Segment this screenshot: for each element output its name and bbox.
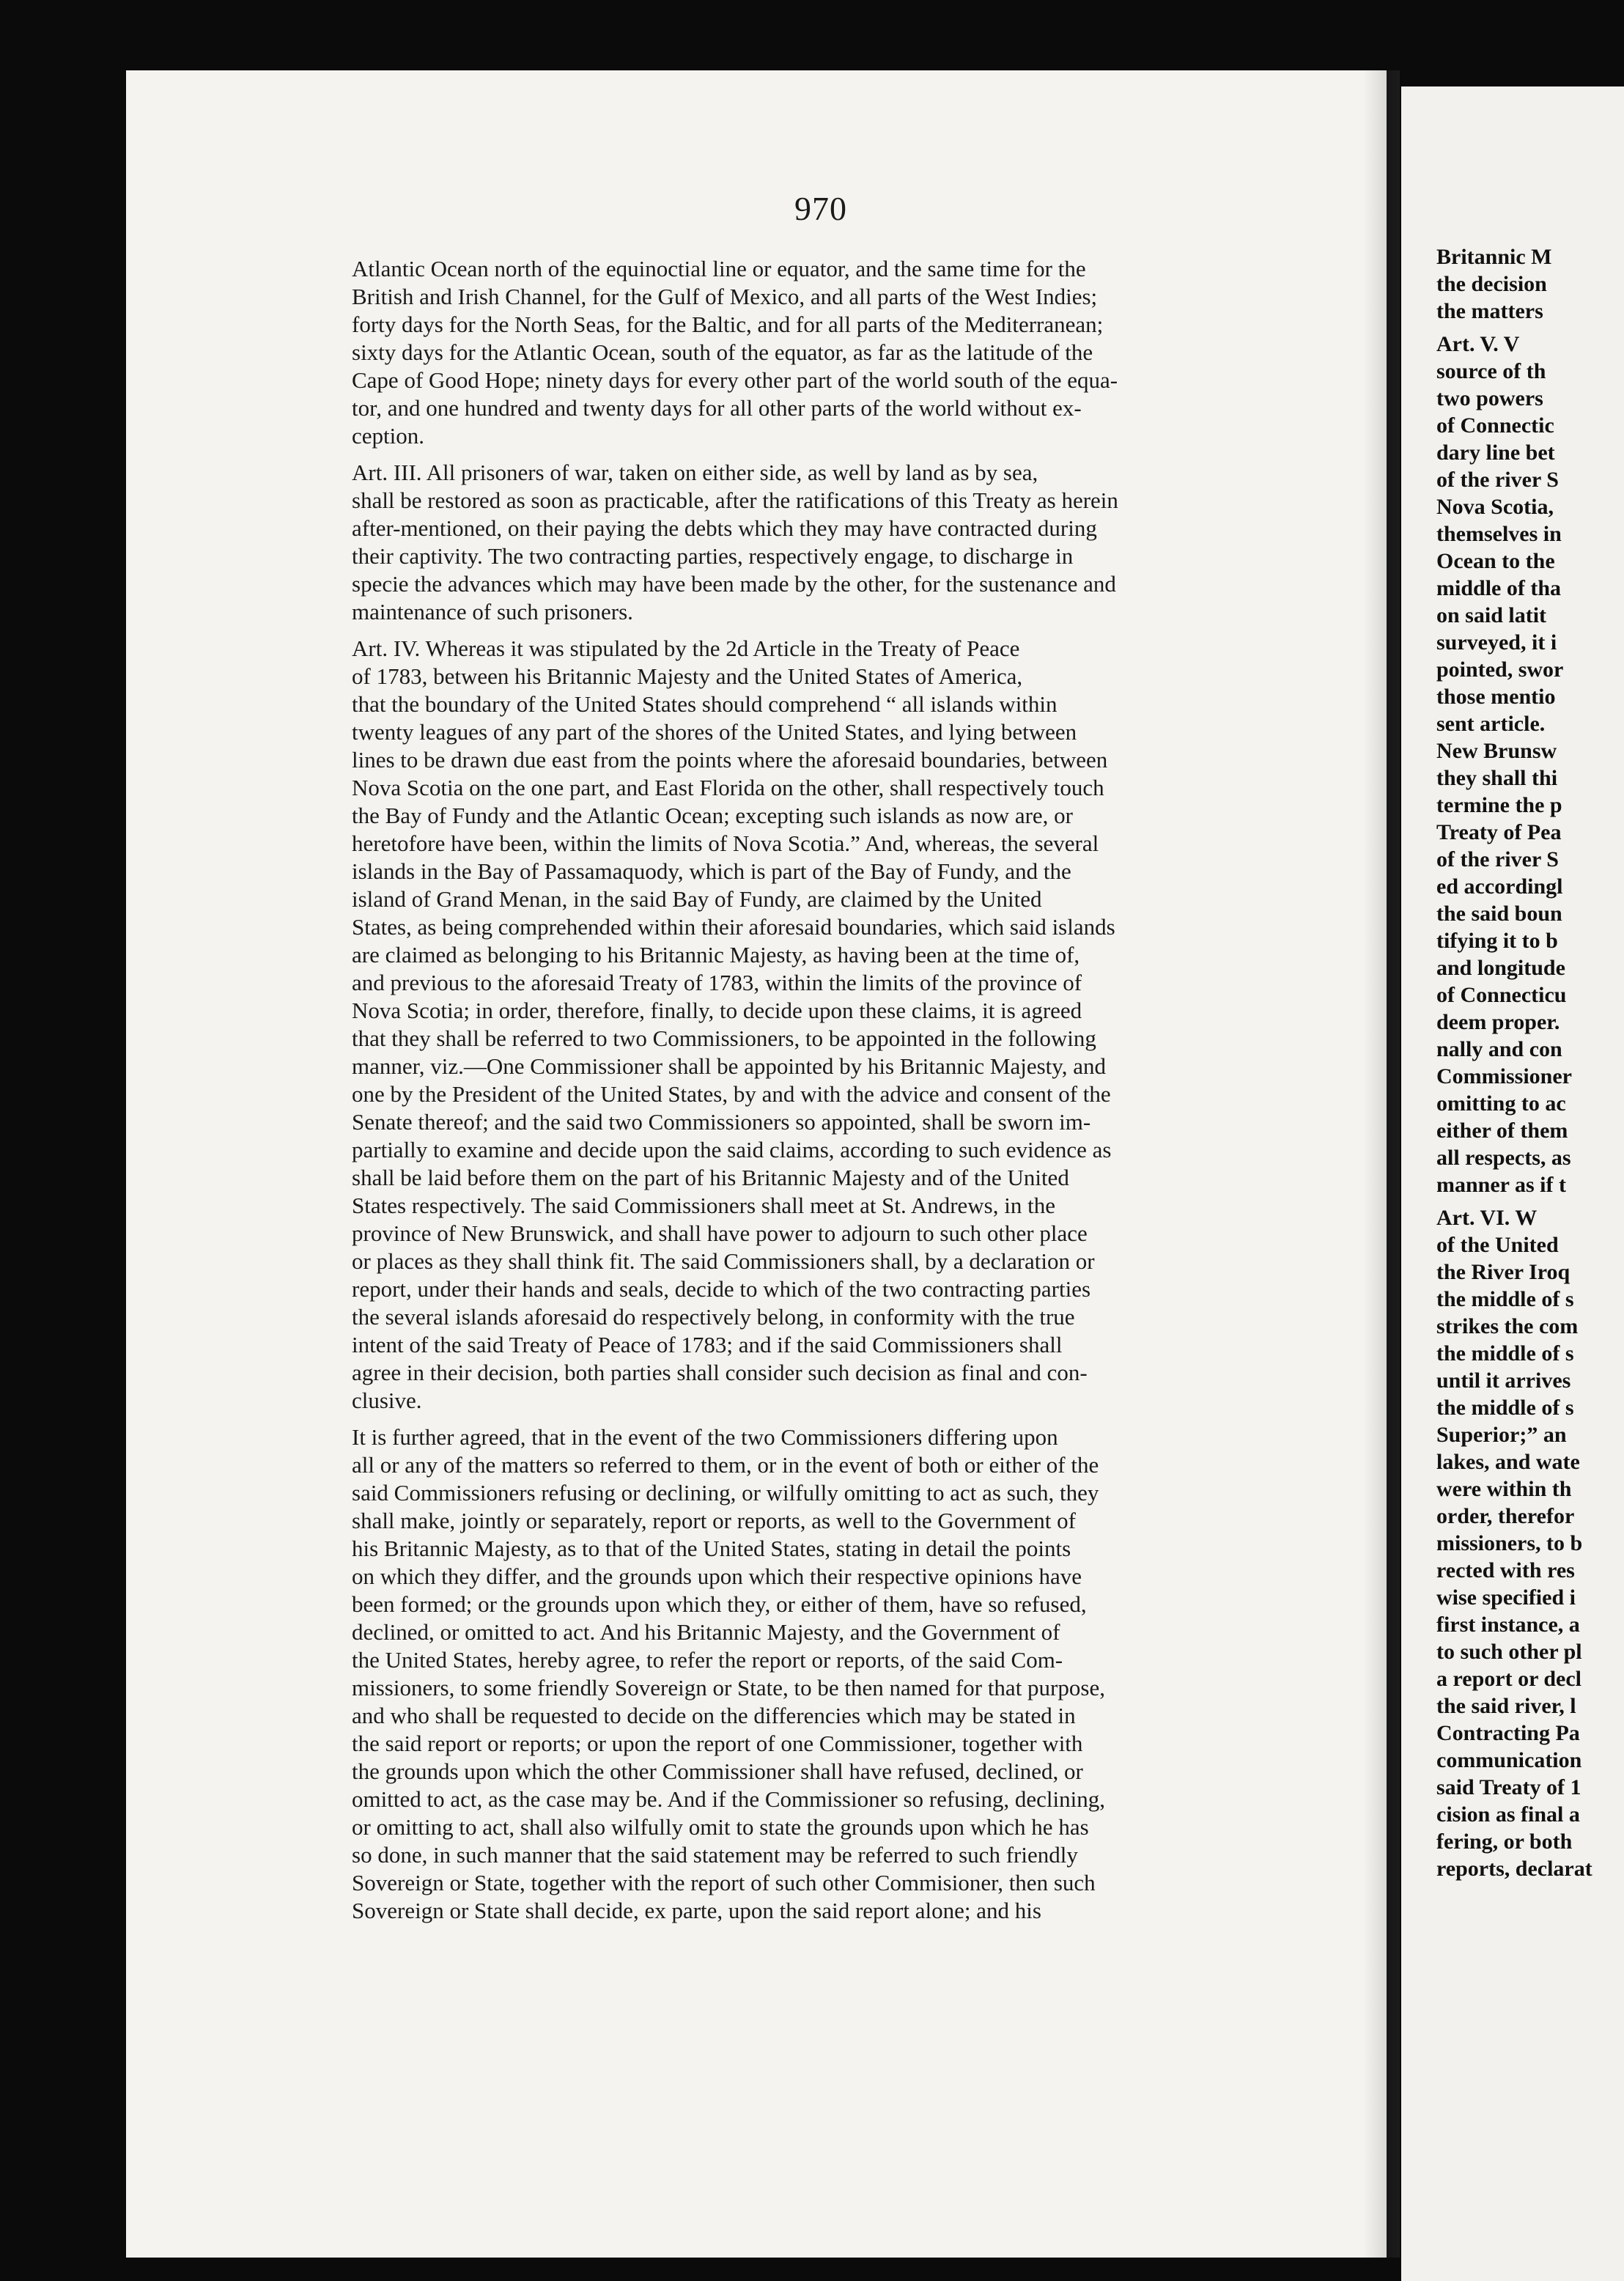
text-line: Nova Scotia on the one part, and East Florida on the other, shall respectively touch xyxy=(352,775,1104,800)
text-line: and who shall be requested to decide on the differencies which may be stated in xyxy=(352,1703,1076,1728)
right-text-line: fering, or both xyxy=(1436,1829,1573,1854)
right-text-line: dary line bet xyxy=(1436,441,1555,465)
right-text-line: wise specified i xyxy=(1436,1585,1576,1610)
right-text-line: Britannic M xyxy=(1436,245,1552,269)
text-line: forty days for the North Seas, for the Baltic, and for all parts of the Mediterranean; xyxy=(352,312,1104,337)
right-text-line: a report or decl xyxy=(1436,1667,1582,1691)
text-line: shall make, jointly or separately, report or reports, as well to the Government of xyxy=(352,1508,1076,1533)
text-line: Senate thereof; and the said two Commissioners so appointed, shall be sworn im- xyxy=(352,1109,1091,1135)
right-text-line: those mentio xyxy=(1436,685,1556,709)
text-line: one by the President of the United States, by and with the advice and consent of the xyxy=(352,1081,1111,1107)
right-text-line: cision as final a xyxy=(1436,1802,1580,1827)
text-line: It is further agreed, that in the event of the two Commissioners differing upon xyxy=(352,1424,1058,1450)
right-text-line: and longitude xyxy=(1436,956,1565,980)
text-line: that the boundary of the United States should comprehend “ all islands within xyxy=(352,691,1058,717)
paragraph xyxy=(352,255,1304,450)
right-text-line: tifying it to b xyxy=(1436,929,1558,953)
right-text-line: all respects, as xyxy=(1436,1146,1571,1170)
text-line: are claimed as belonging to his Britannic Majesty, as having been at the time of, xyxy=(352,942,1080,968)
right-text-line: to such other pl xyxy=(1436,1640,1582,1664)
right-text-line: two powers xyxy=(1436,386,1543,410)
right-text-line: ed accordingl xyxy=(1436,874,1563,899)
right-text-line: missioners, to b xyxy=(1436,1531,1583,1555)
right-page-text xyxy=(1436,243,1624,1882)
right-text-line: of the river S xyxy=(1436,847,1559,872)
right-text-line: either of them xyxy=(1436,1119,1568,1143)
right-text-line: first instance, a xyxy=(1436,1613,1580,1637)
right-text-line: termine the p xyxy=(1436,793,1562,817)
right-text-line: New Brunsw xyxy=(1436,739,1557,763)
text-line: twenty leagues of any part of the shores of the United States, and lying between xyxy=(352,719,1077,745)
right-text-line: omitting to ac xyxy=(1436,1091,1566,1116)
text-line: heretofore have been, within the limits of Nova Scotia.” And, whereas, the several xyxy=(352,830,1099,856)
text-line: the United States, hereby agree, to refer the report or reports, of the said Com- xyxy=(352,1647,1063,1673)
text-line: on which they differ, and the grounds upon which their respective opinions have xyxy=(352,1563,1082,1589)
paragraph-gap xyxy=(1436,325,1624,331)
right-text-line: Ocean to the xyxy=(1436,549,1555,573)
text-line: the several islands aforesaid do respectively belong, in conformity with the true xyxy=(352,1304,1075,1330)
right-text-line: the middle of s xyxy=(1436,1396,1574,1420)
text-line: that they shall be referred to two Commissioners, to be appointed in the following xyxy=(352,1025,1096,1051)
right-text-line: Superior;” an xyxy=(1436,1423,1567,1447)
right-text-line: middle of tha xyxy=(1436,576,1562,600)
right-text-line: of the United xyxy=(1436,1233,1559,1257)
text-line: ception. xyxy=(352,423,424,449)
right-text-line: Commissioner xyxy=(1436,1064,1572,1088)
right-text-line: rected with res xyxy=(1436,1558,1575,1582)
text-line: been formed; or the grounds upon which they, or either of them, have so refused, xyxy=(352,1591,1087,1617)
right-text-line: the River Iroq xyxy=(1436,1260,1571,1284)
right-text-line: the matters xyxy=(1436,299,1543,323)
text-line: intent of the said Treaty of Peace of 1783; and if the said Commissioners shall xyxy=(352,1332,1063,1357)
right-text-line: they shall thi xyxy=(1436,766,1558,790)
text-line: partially to examine and decide upon the said claims, according to such evidence as xyxy=(352,1137,1112,1162)
text-line: Art. IV. Whereas it was stipulated by the 2d Article in the Treaty of Peace xyxy=(352,635,1020,661)
text-line: or omitting to act, shall also wilfully omit to state the grounds upon which he has xyxy=(352,1814,1089,1840)
text-line: and previous to the aforesaid Treaty of 1783, within the limits of the province of xyxy=(352,970,1082,995)
text-line: said Commissioners refusing or declining, or wilfully omitting to act as such, they xyxy=(352,1480,1099,1506)
text-line: their captivity. The two contracting parties, respectively engage, to discharge in xyxy=(352,543,1074,569)
right-text-line: surveyed, it i xyxy=(1436,630,1557,655)
text-line: Art. III. All prisoners of war, taken on either side, as well by land as by sea, xyxy=(352,460,1038,485)
right-text-line: pointed, swor xyxy=(1436,657,1564,682)
right-text-line: the said boun xyxy=(1436,902,1562,926)
right-text-line: communication xyxy=(1436,1748,1582,1772)
text-line: so done, in such manner that the said statement may be referred to such friendly xyxy=(352,1842,1078,1868)
text-line: the said report or reports; or upon the report of one Commissioner, together with xyxy=(352,1731,1083,1756)
text-line: States, as being comprehended within their aforesaid boundaries, which said islands xyxy=(352,914,1115,940)
text-line: British and Irish Channel, for the Gulf of Mexico, and all parts of the West Indies; xyxy=(352,284,1098,309)
right-text-line: were within th xyxy=(1436,1477,1572,1501)
text-line: States respectively. The said Commissioners shall meet at St. Andrews, in the xyxy=(352,1193,1055,1218)
right-text-line: manner as if t xyxy=(1436,1173,1566,1197)
right-text-line: Art. VI. W xyxy=(1436,1206,1538,1230)
text-line: Sovereign or State, together with the report of such other Commisioner, then such xyxy=(352,1870,1096,1895)
right-text-line: Contracting Pa xyxy=(1436,1721,1580,1745)
text-line: clusive. xyxy=(352,1388,422,1413)
right-text-line: the middle of s xyxy=(1436,1287,1574,1311)
paragraph-gap xyxy=(1436,1198,1624,1204)
right-text-line: nally and con xyxy=(1436,1037,1562,1061)
text-line: lines to be drawn due east from the points where the aforesaid boundaries, between xyxy=(352,747,1108,773)
text-line: his Britannic Majesty, as to that of the United States, stating in detail the points xyxy=(352,1536,1071,1561)
text-line: the Bay of Fundy and the Atlantic Ocean; excepting such islands as now are, or xyxy=(352,803,1073,828)
right-text-line: of Connecticu xyxy=(1436,983,1567,1007)
text-line: after-mentioned, on their paying the debts which they may have contracted during xyxy=(352,515,1097,541)
right-text-line: strikes the com xyxy=(1436,1314,1579,1338)
right-text-line: on said latit xyxy=(1436,603,1547,627)
paragraph xyxy=(352,459,1304,626)
text-line: island of Grand Menan, in the said Bay of Fundy, are claimed by the United xyxy=(352,886,1042,912)
text-line: manner, viz.—One Commissioner shall be appointed by his Britannic Majesty, and xyxy=(352,1053,1107,1079)
text-line: declined, or omitted to act. And his Britannic Majesty, and the Government of xyxy=(352,1619,1060,1645)
right-text-line: of the river S xyxy=(1436,468,1559,492)
text-line: Sovereign or State shall decide, ex parte, upon the said report alone; and his xyxy=(352,1898,1041,1923)
right-text-line: sent article. xyxy=(1436,712,1546,736)
text-line: islands in the Bay of Passamaquody, which is part of the Bay of Fundy, and the xyxy=(352,858,1071,884)
right-text-line: themselves in xyxy=(1436,522,1562,546)
right-text-line: of Connectic xyxy=(1436,413,1554,438)
right-text-line: Art. V. V xyxy=(1436,332,1520,356)
text-line: or places as they shall think fit. The said Commissioners shall, by a declaration or xyxy=(352,1248,1095,1274)
text-line: shall be restored as soon as practicable, after the ratifications of this Treaty as herein xyxy=(352,487,1118,513)
text-line: maintenance of such prisoners. xyxy=(352,599,633,624)
right-text-line: the decision xyxy=(1436,272,1547,296)
right-text-line: the middle of s xyxy=(1436,1341,1574,1366)
right-text-line: reports, declarat xyxy=(1436,1857,1592,1881)
text-line: specie the advances which may have been made by the other, for the sustenance and xyxy=(352,571,1116,597)
text-line: of 1783, between his Britannic Majesty and the United States of America, xyxy=(352,663,1023,689)
text-line: province of New Brunswick, and shall have power to adjourn to such other place xyxy=(352,1220,1088,1246)
text-line: agree in their decision, both parties shall consider such decision as final and con- xyxy=(352,1360,1088,1385)
text-line: all or any of the matters so referred to them, or in the event of both or either of the xyxy=(352,1452,1099,1478)
right-text-line: Treaty of Pea xyxy=(1436,820,1562,844)
right-text-line: until it arrives xyxy=(1436,1368,1571,1393)
right-text-line: said Treaty of 1 xyxy=(1436,1775,1581,1799)
right-text-line: lakes, and wate xyxy=(1436,1450,1580,1474)
page-number: 970 xyxy=(794,190,847,227)
right-text-line: the said river, l xyxy=(1436,1694,1576,1718)
text-line: the grounds upon which the other Commissioner shall have refused, declined, or xyxy=(352,1758,1083,1784)
text-line: missioners, to some friendly Sovereign or State, to be then named for that purpose, xyxy=(352,1675,1105,1700)
right-text-line: source of th xyxy=(1436,359,1546,383)
text-line: report, under their hands and seals, decide to which of the two contracting parties xyxy=(352,1276,1091,1302)
page-body-text xyxy=(352,255,1304,1934)
text-line: omitted to act, as the case may be. And if the Commissioner so refusing, declining, xyxy=(352,1786,1105,1812)
right-text-line: deem proper. xyxy=(1436,1010,1560,1034)
paragraph xyxy=(352,635,1304,1415)
text-line: sixty days for the Atlantic Ocean, south of the equator, as far as the latitude of the xyxy=(352,339,1093,365)
page-gutter xyxy=(1363,70,1400,2258)
paragraph xyxy=(352,1423,1304,1925)
right-text-line: Nova Scotia, xyxy=(1436,495,1554,519)
right-text-line: order, therefor xyxy=(1436,1504,1575,1528)
text-line: shall be laid before them on the part of his Britannic Majesty and of the United xyxy=(352,1165,1069,1190)
text-line: Cape of Good Hope; ninety days for every other part of the world south of the equa- xyxy=(352,367,1118,393)
text-line: Nova Scotia; in order, therefore, finally, to decide upon these claims, it is agreed xyxy=(352,998,1082,1023)
text-line: Atlantic Ocean north of the equinoctial line or equator, and the same time for the xyxy=(352,256,1086,281)
text-line: tor, and one hundred and twenty days for all other parts of the world without ex- xyxy=(352,395,1082,421)
